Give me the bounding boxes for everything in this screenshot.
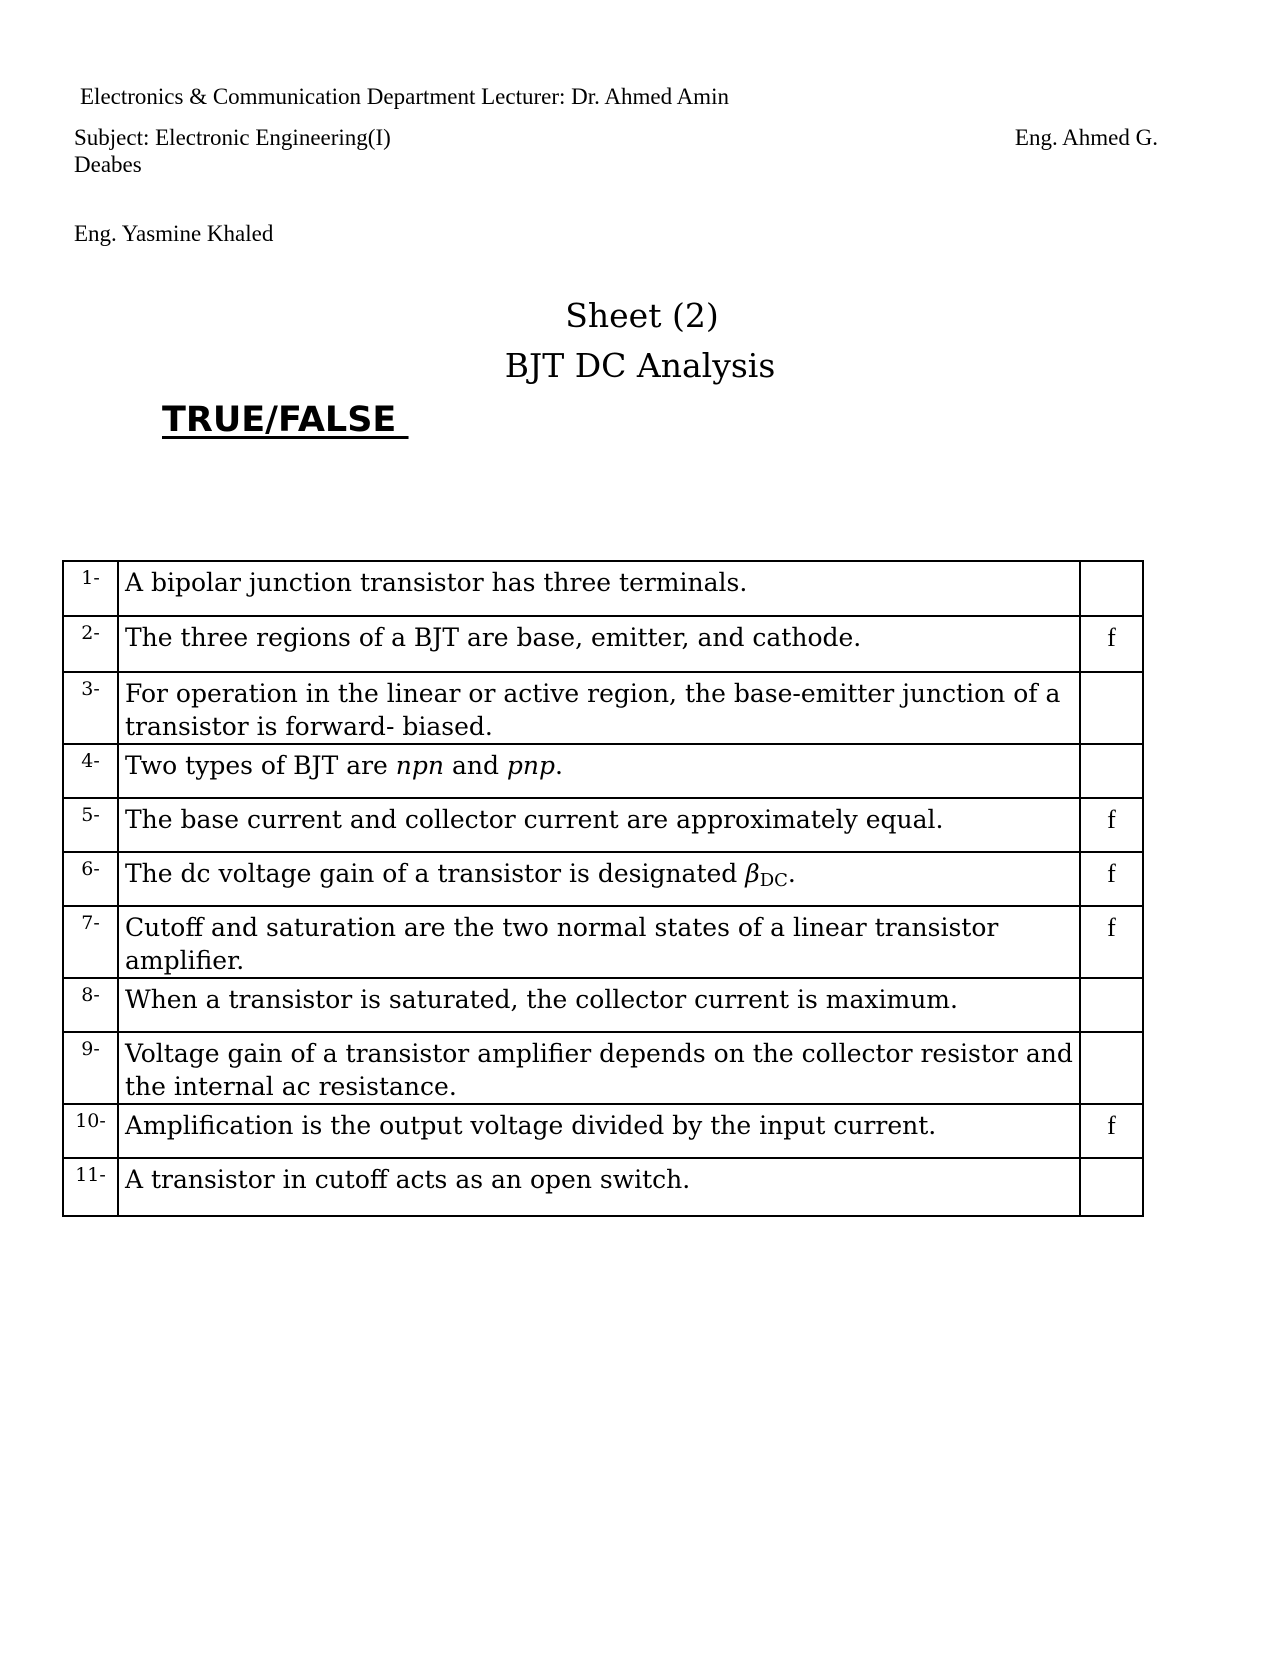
question-row bbox=[63, 616, 1143, 672]
question-row bbox=[63, 561, 1143, 616]
answer-cell bbox=[1080, 744, 1143, 798]
question-statement bbox=[118, 978, 1080, 1032]
question-number: 5- bbox=[63, 798, 118, 852]
question-row bbox=[63, 906, 1143, 978]
sheet-title: Sheet (2) bbox=[565, 296, 719, 335]
question-row bbox=[63, 1032, 1143, 1104]
question-number: 6- bbox=[63, 852, 118, 906]
answer-cell: f bbox=[1080, 616, 1143, 672]
answer-cell bbox=[1080, 1032, 1143, 1104]
question-statement bbox=[118, 616, 1080, 672]
question-statement bbox=[118, 852, 1080, 906]
question-number: 8- bbox=[63, 978, 118, 1032]
answer-cell: f bbox=[1080, 852, 1143, 906]
statement-text: The dc voltage gain of a transistor is designated bbox=[125, 859, 746, 888]
statement-text: When a transistor is saturated, the collector current is maximum. bbox=[125, 985, 958, 1014]
statement-text: Two types of BJT are bbox=[125, 751, 396, 780]
instructor-ahmed-surname: Deabes bbox=[74, 152, 142, 177]
question-row bbox=[63, 672, 1143, 744]
question-statement bbox=[118, 906, 1080, 978]
question-row bbox=[63, 798, 1143, 852]
answer-cell bbox=[1080, 672, 1143, 744]
statement-text: A transistor in cutoff acts as an open switch. bbox=[125, 1165, 691, 1194]
instructor-yasmine: Eng. Yasmine Khaled bbox=[74, 221, 274, 246]
question-number: 7- bbox=[63, 906, 118, 978]
statement-text: For operation in the linear or active region, the base-emitter junction of a transistor is forward- biased. bbox=[125, 679, 1061, 741]
question-statement bbox=[118, 672, 1080, 744]
statement-text: DC bbox=[759, 870, 788, 891]
statement-text: β bbox=[745, 859, 760, 888]
answer-cell: f bbox=[1080, 906, 1143, 978]
answer-cell: f bbox=[1080, 1104, 1143, 1158]
question-statement bbox=[118, 1104, 1080, 1158]
statement-text: Amplification is the output voltage divided by the input current. bbox=[125, 1111, 937, 1140]
statement-text: The base current and collector current are approximately equal. bbox=[125, 805, 944, 834]
question-number: 9- bbox=[63, 1032, 118, 1104]
statement-text: Cutoff and saturation are the two normal states of a linear transistor amplifier. bbox=[125, 913, 999, 975]
question-row bbox=[63, 1158, 1143, 1216]
answer-cell bbox=[1080, 1158, 1143, 1216]
question-statement bbox=[118, 561, 1080, 616]
statement-text: and bbox=[444, 751, 507, 780]
question-number: 4- bbox=[63, 744, 118, 798]
statement-text: npn bbox=[395, 751, 445, 780]
true-false-table-body bbox=[63, 561, 1143, 1216]
question-number: 11- bbox=[63, 1158, 118, 1216]
true-false-heading: TRUE/FALSE bbox=[162, 400, 409, 440]
question-statement bbox=[118, 1032, 1080, 1104]
question-statement bbox=[118, 1158, 1080, 1216]
question-statement bbox=[118, 798, 1080, 852]
answer-cell bbox=[1080, 561, 1143, 616]
question-number: 10- bbox=[63, 1104, 118, 1158]
question-number: 3- bbox=[63, 672, 118, 744]
sheet-subtitle: BJT DC Analysis bbox=[504, 346, 776, 385]
question-row bbox=[63, 852, 1143, 906]
question-number: 1- bbox=[63, 561, 118, 616]
answer-cell bbox=[1080, 978, 1143, 1032]
subject-line: Subject: Electronic Engineering(I) bbox=[74, 125, 391, 150]
question-row bbox=[63, 978, 1143, 1032]
question-statement bbox=[118, 744, 1080, 798]
answer-cell: f bbox=[1080, 798, 1143, 852]
question-number: 2- bbox=[63, 616, 118, 672]
statement-text: A bipolar junction transistor has three terminals. bbox=[125, 568, 748, 597]
statement-text: The three regions of a BJT are base, emitter, and cathode. bbox=[125, 623, 862, 652]
statement-text: . bbox=[555, 751, 563, 780]
statement-text: pnp bbox=[506, 751, 556, 780]
statement-text: Voltage gain of a transistor amplifier depends on the collector resistor and the internal ac resistance. bbox=[125, 1039, 1073, 1101]
statement-text: . bbox=[787, 859, 796, 888]
question-row bbox=[63, 744, 1143, 798]
question-row bbox=[63, 1104, 1143, 1158]
instructor-ahmed: Eng. Ahmed G. bbox=[1014, 125, 1158, 150]
true-false-table bbox=[62, 560, 1144, 1217]
department-lecturer-line: Electronics & Communication Department Lecturer: Dr. Ahmed Amin bbox=[80, 84, 729, 109]
